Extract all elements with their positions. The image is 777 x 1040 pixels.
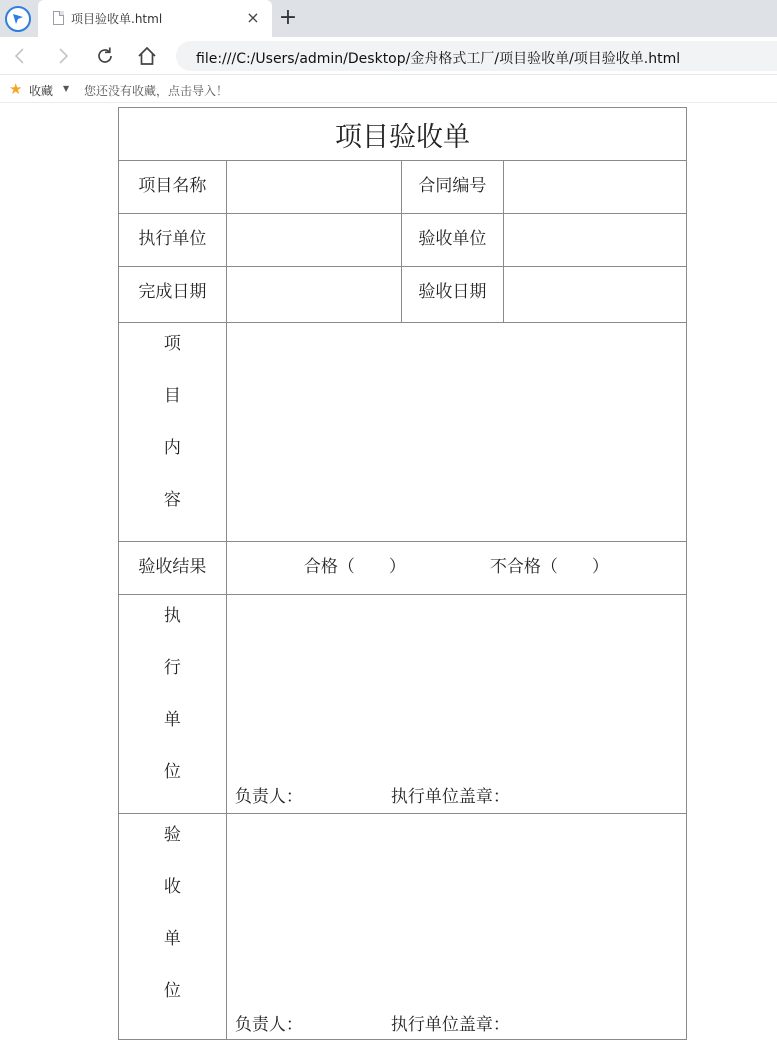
home-icon[interactable] <box>134 44 160 68</box>
accept-unit-vertical-label <box>119 814 227 1040</box>
exec-unit-vertical-label <box>119 595 227 814</box>
accept-unit-field[interactable] <box>504 214 687 267</box>
finish-date-label: 完成日期 <box>119 267 227 323</box>
label-char: 验 <box>163 825 181 845</box>
responsible-label: 负责人： <box>234 787 303 807</box>
label-char: 执 <box>163 606 181 626</box>
seal-label: 执行单位盖章： <box>390 1015 510 1035</box>
project-content-label <box>119 323 227 542</box>
label-char: 内 <box>163 438 181 458</box>
reload-icon[interactable] <box>92 44 118 68</box>
label-char: 行 <box>163 658 181 678</box>
new-tab-button[interactable]: + <box>278 5 298 30</box>
accept-unit-sign-field[interactable] <box>226 814 686 1040</box>
seal-label: 执行单位盖章： <box>390 787 510 807</box>
sign-line <box>235 782 510 807</box>
exec-unit-field[interactable] <box>226 214 401 267</box>
result-field <box>226 542 686 595</box>
acceptance-form-table <box>118 107 687 1040</box>
accept-unit-label: 验收单位 <box>401 214 504 267</box>
forward-icon[interactable] <box>50 44 76 68</box>
address-text: file:///C:/Users/admin/Desktop/金舟格式工厂/项目验收单/项目验收单.html <box>196 51 681 67</box>
star-icon[interactable]: ★ <box>9 80 23 98</box>
tab-bar <box>0 0 777 37</box>
label-char: 目 <box>163 386 181 406</box>
label-char: 容 <box>163 490 181 510</box>
contract-no-label: 合同编号 <box>401 161 504 214</box>
result-label: 验收结果 <box>119 542 227 595</box>
sign-line <box>235 1010 510 1035</box>
label-char: 项 <box>163 334 181 354</box>
exec-unit-sign-field[interactable] <box>226 595 686 814</box>
accept-date-field[interactable] <box>504 267 687 323</box>
form-title: 项目验收单 <box>119 108 687 161</box>
label-char: 单 <box>163 929 181 949</box>
project-name-label: 项目名称 <box>119 161 227 214</box>
address-bar[interactable] <box>176 41 777 71</box>
bookmarks-import-hint[interactable]: 您还没有收藏，点击导入！ <box>84 84 229 98</box>
contract-no-field[interactable] <box>504 161 687 214</box>
close-icon[interactable]: × <box>246 8 260 27</box>
bookmarks-bar <box>0 76 777 103</box>
toolbar <box>0 37 777 75</box>
finish-date-field[interactable] <box>226 267 401 323</box>
tab-title: 项目验收单.html <box>71 12 163 26</box>
caret-down-icon[interactable]: ▼ <box>63 84 70 93</box>
label-char: 位 <box>163 762 181 782</box>
label-char: 单 <box>163 710 181 730</box>
back-icon[interactable] <box>7 44 33 68</box>
browser-logo-icon[interactable] <box>5 6 31 32</box>
project-content-field[interactable] <box>226 323 686 542</box>
label-char: 收 <box>163 877 181 897</box>
pass-option[interactable]: 合格（ ） <box>303 557 406 577</box>
active-tab[interactable] <box>38 0 272 37</box>
bookmarks-label[interactable]: 收藏 <box>29 84 54 98</box>
fail-option[interactable]: 不合格（ ） <box>489 557 609 577</box>
responsible-label: 负责人： <box>234 1015 303 1035</box>
exec-unit-label: 执行单位 <box>119 214 227 267</box>
file-icon <box>53 11 64 25</box>
accept-date-label: 验收日期 <box>401 267 504 323</box>
label-char: 位 <box>163 981 181 1001</box>
project-name-field[interactable] <box>226 161 401 214</box>
